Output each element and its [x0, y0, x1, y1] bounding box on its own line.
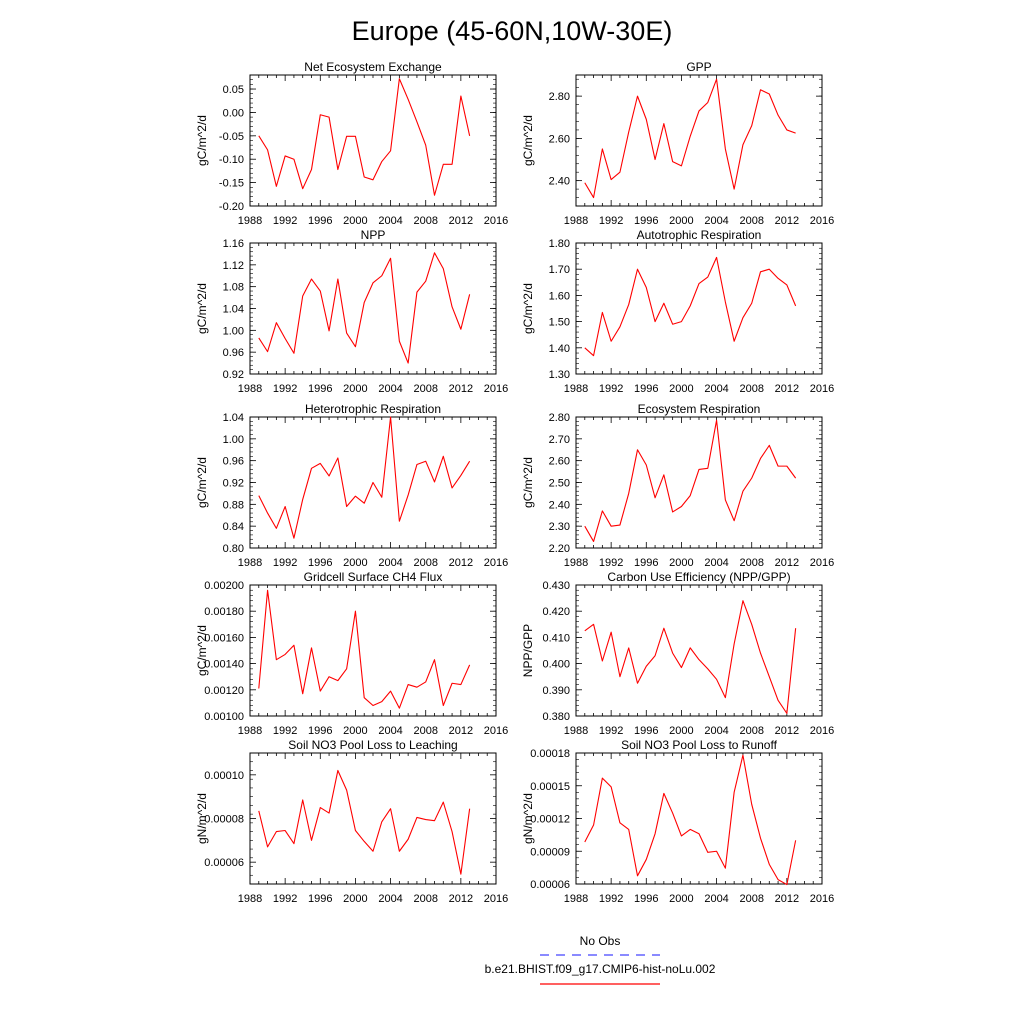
- x-tick-label: 1988: [563, 893, 589, 905]
- x-tick-label: 1988: [237, 383, 263, 395]
- x-tick-label: 2008: [739, 557, 764, 569]
- y-tick-label: 1.04: [222, 303, 244, 316]
- x-tick-label: 2016: [483, 893, 509, 905]
- x-tick-label: 2016: [809, 557, 835, 569]
- panels-group: [195, 60, 834, 905]
- y-tick-label: 2.60: [548, 455, 570, 468]
- y-tick-label: 2.60: [548, 133, 570, 146]
- legend-obs-label: No Obs: [579, 934, 621, 948]
- x-tick-label: 2000: [343, 383, 368, 395]
- y-tick-label: 0.92: [222, 477, 244, 490]
- y-tick-label: 0.96: [222, 347, 244, 360]
- panel-title: Carbon Use Efficiency (NPP/GPP): [607, 570, 791, 584]
- x-tick-label: 2012: [448, 215, 474, 227]
- x-tick-label: 1996: [634, 893, 659, 905]
- x-tick-label: 1992: [272, 893, 298, 905]
- y-tick-label: 1.30: [548, 369, 570, 381]
- panel-title: Soil NO3 Pool Loss to Runoff: [621, 738, 777, 752]
- x-tick-label: 2016: [483, 557, 509, 569]
- x-tick-label: 2008: [413, 725, 438, 737]
- x-tick-label: 1996: [308, 557, 333, 569]
- y-tick-label: 0.00012: [530, 813, 570, 826]
- y-axis-label: gC/m^2/d: [521, 115, 535, 166]
- x-tick-label: 2012: [774, 215, 800, 227]
- panel-6: [195, 570, 508, 737]
- y-tick-label: 0.00006: [530, 879, 570, 891]
- x-tick-label: 2004: [378, 725, 403, 737]
- y-tick-label: 1.50: [548, 316, 570, 329]
- y-axis-label: gC/m^2/d: [195, 283, 209, 334]
- series-line: [259, 770, 470, 874]
- x-tick-label: 2008: [739, 725, 764, 737]
- x-tick-label: 1988: [237, 725, 263, 737]
- panel-title: Ecosystem Respiration: [637, 402, 761, 416]
- y-tick-label: 0.380: [542, 711, 570, 723]
- x-tick-label: 2012: [774, 383, 800, 395]
- panel-9: [521, 738, 834, 905]
- x-tick-label: 2000: [669, 557, 694, 569]
- x-tick-label: 2008: [739, 893, 764, 905]
- y-tick-label: 0.410: [542, 632, 570, 645]
- x-tick-label: 2016: [483, 383, 509, 395]
- y-axis-label: gC/m^2/d: [195, 457, 209, 508]
- x-tick-label: 2012: [448, 557, 474, 569]
- y-tick-label: 2.70: [548, 433, 570, 446]
- plot-frame: [250, 243, 496, 374]
- y-axis-label: gN/m^2/d: [195, 793, 209, 844]
- y-tick-label: 0.00006: [204, 857, 244, 870]
- y-tick-label: 2.80: [548, 91, 570, 104]
- y-tick-label: 2.50: [548, 477, 570, 490]
- x-tick-label: 1992: [598, 557, 624, 569]
- x-tick-label: 1992: [598, 215, 624, 227]
- y-tick-label: -0.15: [218, 177, 244, 190]
- y-tick-label: 1.80: [548, 238, 570, 250]
- y-tick-label: 0.88: [222, 499, 244, 512]
- figure-title: Europe (45-60N,10W-30E): [351, 16, 673, 46]
- y-tick-label: 0.00008: [204, 813, 244, 826]
- y-tick-label: 0.00018: [530, 748, 570, 760]
- x-tick-label: 2000: [669, 725, 694, 737]
- x-tick-label: 2012: [448, 383, 474, 395]
- y-tick-label: 1.00: [222, 433, 244, 446]
- panel-3: [521, 228, 834, 395]
- y-tick-label: 0.96: [222, 455, 244, 468]
- panel-4: [195, 402, 508, 569]
- panel-1: [521, 60, 834, 227]
- panel-7: [521, 570, 834, 737]
- y-tick-label: 0.00200: [204, 580, 244, 592]
- x-tick-label: 1988: [563, 557, 589, 569]
- series-line: [259, 417, 470, 538]
- x-tick-label: 2004: [378, 893, 403, 905]
- y-tick-label: 0.390: [542, 684, 570, 697]
- x-tick-label: 1988: [237, 557, 263, 569]
- plot-frame: [250, 75, 496, 206]
- panel-title: Soil NO3 Pool Loss to Leaching: [288, 738, 458, 752]
- x-tick-label: 2000: [343, 557, 368, 569]
- x-tick-label: 1996: [634, 383, 659, 395]
- x-tick-label: 2004: [704, 725, 729, 737]
- x-tick-label: 2008: [739, 383, 764, 395]
- x-tick-label: 2004: [378, 557, 403, 569]
- x-tick-label: 1996: [308, 893, 333, 905]
- y-tick-label: 2.80: [548, 412, 570, 424]
- x-tick-label: 1992: [598, 725, 624, 737]
- y-tick-label: 0.420: [542, 606, 570, 619]
- x-tick-label: 2016: [809, 725, 835, 737]
- x-tick-label: 2012: [774, 557, 800, 569]
- y-axis-label: NPP/GPP: [521, 623, 535, 678]
- panel-title: Heterotrophic Respiration: [304, 402, 442, 416]
- x-tick-label: 2000: [343, 725, 368, 737]
- x-tick-label: 2016: [809, 383, 835, 395]
- x-tick-label: 2016: [483, 725, 509, 737]
- panel-5: [521, 402, 834, 569]
- series-line: [585, 257, 796, 355]
- y-tick-label: 0.84: [222, 521, 244, 534]
- x-tick-label: 2004: [704, 215, 729, 227]
- legend-model-label: b.e21.BHIST.f09_g17.CMIP6-hist-noLu.002: [484, 962, 716, 976]
- y-axis-label: gC/m^2/d: [195, 115, 209, 166]
- y-tick-label: 1.00: [222, 325, 244, 338]
- y-tick-label: -0.05: [218, 130, 244, 143]
- y-tick-label: 0.00160: [204, 632, 244, 645]
- x-tick-label: 1996: [634, 215, 659, 227]
- x-tick-label: 2004: [704, 557, 729, 569]
- x-tick-label: 2016: [809, 215, 835, 227]
- x-tick-label: 2000: [669, 215, 694, 227]
- plot-frame: [576, 243, 822, 374]
- series-line: [585, 420, 796, 541]
- x-tick-label: 2000: [669, 383, 694, 395]
- x-tick-label: 2004: [704, 893, 729, 905]
- y-tick-label: 0.00009: [530, 846, 570, 859]
- x-tick-label: 2012: [448, 893, 474, 905]
- x-tick-label: 2000: [343, 215, 368, 227]
- series-line: [259, 590, 470, 708]
- y-tick-label: 0.00140: [204, 658, 244, 671]
- x-tick-label: 1996: [634, 725, 659, 737]
- legend: [485, 934, 716, 984]
- x-tick-label: 1988: [237, 215, 263, 227]
- x-tick-label: 1988: [563, 383, 589, 395]
- x-tick-label: 2000: [669, 893, 694, 905]
- y-tick-label: 2.20: [548, 543, 570, 555]
- x-tick-label: 2008: [413, 215, 438, 227]
- x-tick-label: 2012: [774, 893, 800, 905]
- y-tick-label: 0.92: [222, 369, 244, 381]
- series-line: [585, 601, 796, 714]
- panel-title: Autotrophic Respiration: [636, 228, 762, 242]
- y-axis-label: gC/m^2/d: [521, 283, 535, 334]
- x-tick-label: 1992: [598, 893, 624, 905]
- y-tick-label: 0.80: [222, 543, 244, 555]
- y-tick-label: 0.400: [542, 658, 570, 671]
- x-tick-label: 1988: [563, 215, 589, 227]
- x-tick-label: 2012: [774, 725, 800, 737]
- y-axis-label: gC/m^2/d: [521, 457, 535, 508]
- series-line: [259, 79, 470, 196]
- plot-frame: [576, 417, 822, 548]
- x-tick-label: 2008: [413, 893, 438, 905]
- y-tick-label: 1.08: [222, 281, 244, 294]
- x-tick-label: 2016: [483, 215, 509, 227]
- panel-title: Net Ecosystem Exchange: [304, 60, 442, 74]
- x-tick-label: 1996: [308, 215, 333, 227]
- x-tick-label: 2000: [343, 893, 368, 905]
- y-tick-label: -0.20: [218, 201, 244, 213]
- x-tick-label: 1992: [272, 725, 298, 737]
- panel-title: GPP: [686, 60, 712, 74]
- y-tick-label: 2.40: [548, 175, 570, 188]
- y-tick-label: 0.05: [222, 84, 244, 97]
- y-tick-label: 1.16: [222, 238, 244, 250]
- x-tick-label: 2016: [809, 893, 835, 905]
- y-tick-label: -0.10: [218, 154, 244, 167]
- x-tick-label: 1992: [272, 557, 298, 569]
- y-tick-label: 2.30: [548, 521, 570, 534]
- y-axis-label: gN/m^2/d: [521, 793, 535, 844]
- panel-0: [195, 60, 508, 227]
- y-tick-label: 0.430: [542, 580, 570, 592]
- panel-title: NPP: [360, 228, 386, 242]
- series-line: [259, 253, 470, 363]
- y-tick-label: 0.00015: [530, 780, 570, 793]
- y-tick-label: 0.00: [222, 107, 244, 120]
- y-tick-label: 0.00100: [204, 711, 244, 723]
- y-tick-label: 0.00180: [204, 606, 244, 619]
- x-tick-label: 2008: [413, 383, 438, 395]
- x-tick-label: 2008: [739, 215, 764, 227]
- y-tick-label: 0.00010: [204, 769, 244, 782]
- panel-2: [195, 228, 508, 395]
- x-tick-label: 2004: [704, 383, 729, 395]
- x-tick-label: 1996: [308, 383, 333, 395]
- x-tick-label: 2008: [413, 557, 438, 569]
- x-tick-label: 1992: [598, 383, 624, 395]
- y-tick-label: 1.70: [548, 264, 570, 277]
- panel-title: Gridcell Surface CH4 Flux: [303, 570, 443, 584]
- x-tick-label: 2012: [448, 725, 474, 737]
- panel-8: [195, 738, 508, 905]
- y-axis-label: gC/m^2/d: [195, 625, 209, 676]
- y-tick-label: 1.40: [548, 342, 570, 355]
- plot-frame: [250, 585, 496, 716]
- x-tick-label: 1992: [272, 383, 298, 395]
- y-tick-label: 1.60: [548, 290, 570, 303]
- plot-frame: [576, 585, 822, 716]
- x-tick-label: 2004: [378, 215, 403, 227]
- y-tick-label: 1.04: [222, 412, 244, 424]
- x-tick-label: 1988: [563, 725, 589, 737]
- y-tick-label: 0.00120: [204, 684, 244, 697]
- y-tick-label: 1.12: [222, 259, 244, 272]
- x-tick-label: 2004: [378, 383, 403, 395]
- series-line: [585, 79, 796, 197]
- x-tick-label: 1988: [237, 893, 263, 905]
- x-tick-label: 1996: [308, 725, 333, 737]
- series-line: [585, 755, 796, 884]
- y-tick-label: 2.40: [548, 499, 570, 512]
- plot-frame: [576, 75, 822, 206]
- x-tick-label: 1992: [272, 215, 298, 227]
- x-tick-label: 1996: [634, 557, 659, 569]
- plot-frame: [576, 753, 822, 884]
